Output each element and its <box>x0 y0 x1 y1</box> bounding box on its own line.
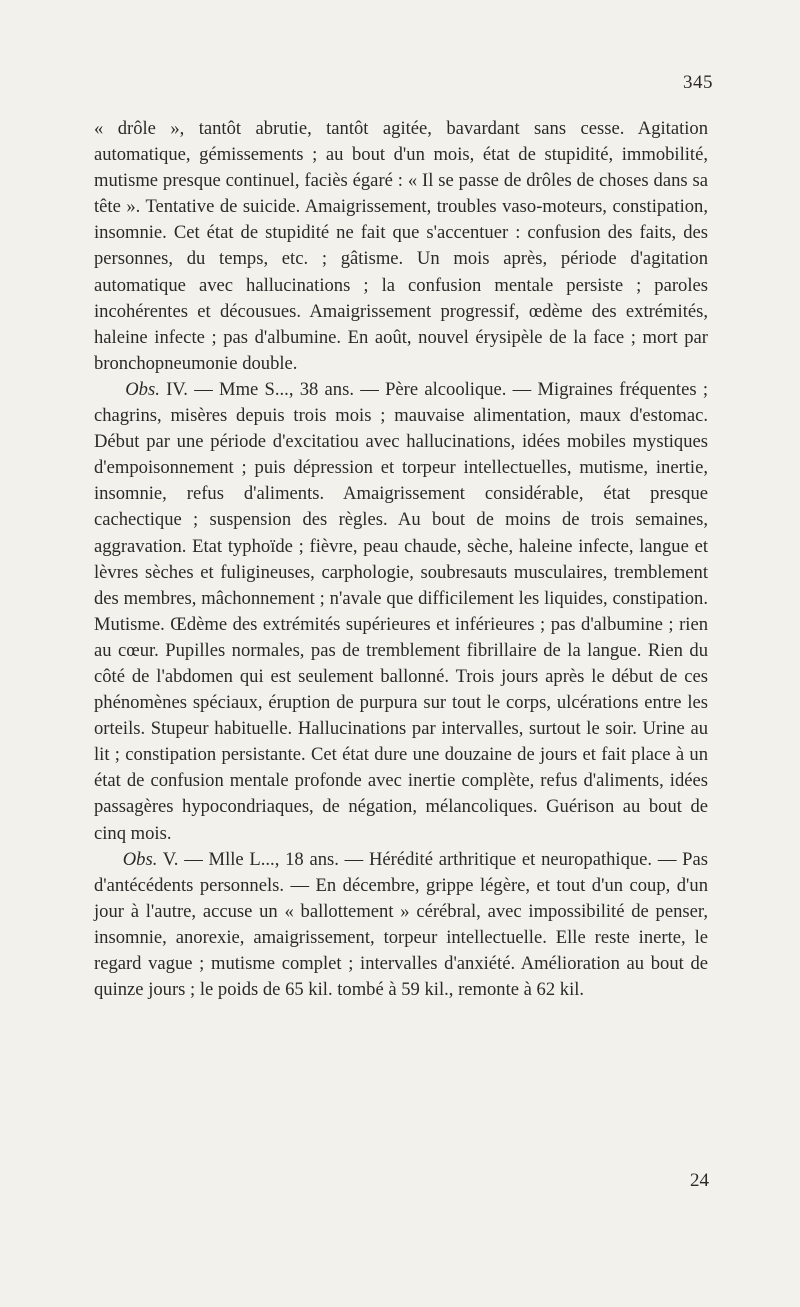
signature-mark: 24 <box>690 1170 709 1191</box>
obs-5-label: Obs. <box>122 848 158 870</box>
body-text <box>94 116 708 1003</box>
observation-4 <box>94 377 708 847</box>
observation-5 <box>94 847 708 1004</box>
page-number: 345 <box>683 72 713 93</box>
obs-4-label: Obs. <box>125 378 160 400</box>
paragraph-continuation: « drôle », tantôt abrutie, tantôt agitée, bavardant sans cesse. Agitation automatique, gémissements ; au bout d'un mois, état de stupidité, immobilité, mutisme presque continuel, faciès égaré : « Il se passe de drôles de choses dans sa tête ». Tentative de suicide. Amaigrissement, troubles vaso-moteurs, constipation, insomnie. Cet état de stupidité ne fait que s'accentuer : confusion des faits, des personnes, du temps, etc. ; gâtisme. Un mois après, période d'agitation automatique avec hallucinations ; la confusion mentale persiste ; paroles incohérentes et décousues. Amaigrissement progressif, œdème des extrémités, haleine infecte ; pas d'albumine. En août, nouvel érysipèle de la face ; mort par bronchopneumonie double. <box>94 118 708 374</box>
obs-5-text: V. — Mlle L..., 18 ans. — Hérédité arthritique et neuropathique. — Pas d'antécédents personnels. — En décembre, grippe légère, et tout d'un coup, d'un jour à l'autre, accuse un « ballottement » cérébral, avec impossibilité de penser, insomnie, anorexie, amaigrissement, torpeur intellectuelle. Elle reste inerte, le regard vague ; mutisme complet ; intervalles d'anxiété. Amélioration au bout de quinze jours ; le poids de 65 kil. tombé à 59 kil., remonte à 62 kil. <box>94 848 709 1001</box>
obs-4-text: IV. — Mme S..., 38 ans. — Père alcoolique. — Migraines fréquentes ; chagrins, misères depuis trois mois ; mauvaise alimentation, maux d'estomac. Début par une période d'excitatiou avec hallucinations, idées mobiles mystiques d'empoisonnement ; puis dépression et torpeur intellectuelles, mutisme, inertie, insomnie, refus d'aliments. Amaigrissement considérable, état presque cachectique ; suspension des règles. Au bout de moins de trois semaines, aggravation. Etat typhoïde ; fièvre, peau chaude, sèche, haleine infecte, langue et lèvres sèches et fuligineuses, carphologie, soubresauts musculaires, tremblement des membres, mâchonnement ; n'avale que difficilement les liquides, constipation. Mutisme. Œdème des extrémités supérieures et inférieures ; pas d'albumine ; rien au cœur. Pupilles normales, pas de tremblement fibrillaire de la langue. Rien du côté de l'abdomen qui est seulement ballonné. Trois jours après le début de ces phénomènes spéciaux, éruption de purpura sur tout le corps, ulcérations entre les orteils. Stupeur habituelle. Hallucinations par intervalles, surtout le soir. Urine au lit ; constipation persistante. Cet état dure une douzaine de jours et fait place à un état de confusion mentale profonde avec inertie complète, refus d'aliments, idées passagères hypocondriaques, de négation, mélancoliques. Guérison au bout de cinq mois. <box>94 378 709 844</box>
